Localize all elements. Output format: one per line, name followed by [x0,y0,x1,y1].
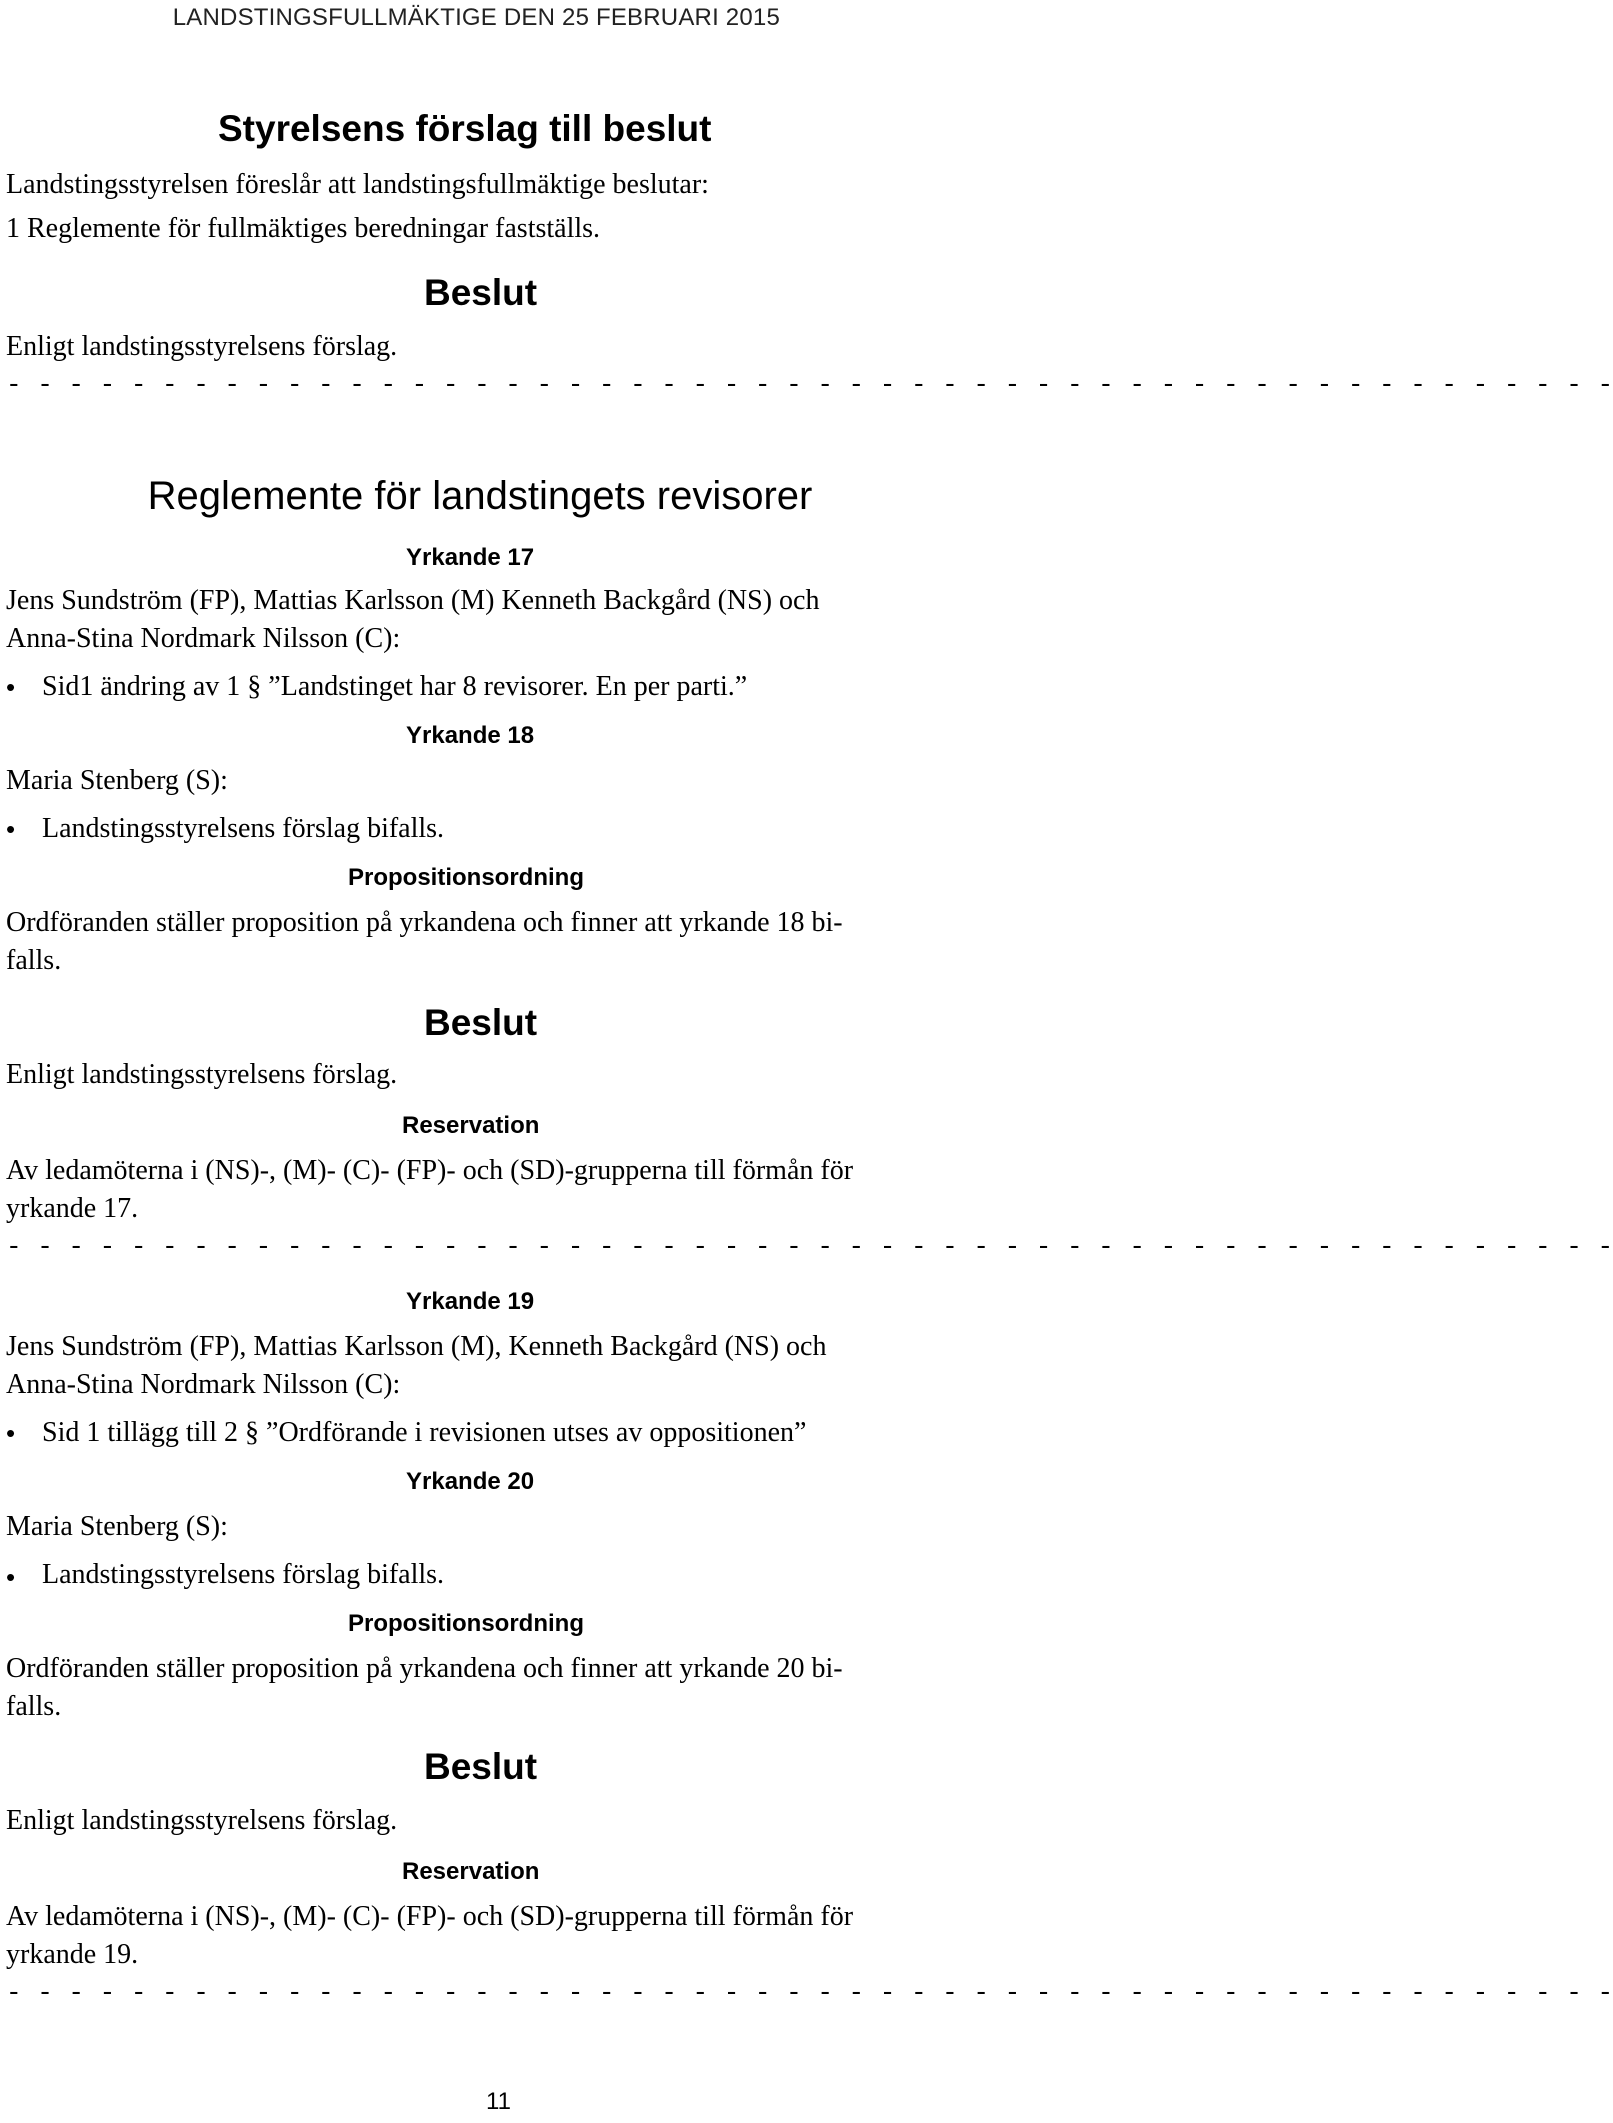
separator-line: - - - - - - - - - - - - - - - - - - - - - - - - - - - - - - - - - - - - - - - - - - - - - - - - - - - - [6,1232,1613,1262]
motion-17-proposers-cont: Anna-Stina Nordmark Nilsson (C): [6,623,401,654]
bullet-icon: • [6,814,16,844]
proposal-item-1: 1 Reglemente för fullmäktiges beredningar fastställs. [6,213,601,244]
decision-text: Enligt landstingsstyrelsens förslag. [6,331,398,362]
motion-20-text: Landstingsstyrelsens förslag bifalls. [42,1559,445,1590]
motion-19-heading: Yrkande 19 [406,1288,535,1315]
decision-heading: Beslut [424,272,538,313]
bullet-icon: • [6,1418,16,1448]
motion-19-proposers: Jens Sundström (FP), Mattias Karlsson (M), Kenneth Backgård (NS) och [6,1331,827,1362]
proposal-title: Styrelsens förslag till beslut [218,108,712,149]
motion-17-proposers: Jens Sundström (FP), Mattias Karlsson (M) Kenneth Backgård (NS) och [6,585,820,616]
running-header: LANDSTINGSFULLMÄKTIGE DEN 25 FEBRUARI 2015 [172,4,780,31]
decision-heading: Beslut [424,1746,538,1787]
page-number: 11 [486,2088,511,2115]
proposal-intro: Landstingsstyrelsen föreslår att landstingsfullmäktige beslutar: [6,169,709,200]
motion-17-heading: Yrkande 17 [406,544,535,571]
reservation-text-cont: yrkande 19. [6,1939,139,1970]
proposition-text-cont: falls. [6,945,62,976]
decision-text: Enligt landstingsstyrelsens förslag. [6,1805,398,1836]
motion-18-text: Landstingsstyrelsens förslag bifalls. [42,813,445,844]
motion-20-proposer: Maria Stenberg (S): [6,1511,228,1542]
reservation-text-cont: yrkande 17. [6,1193,139,1224]
section-title: Reglemente för landstingets revisorer [147,474,813,518]
proposition-text: Ordföranden ställer proposition på yrkandena och finner att yrkande 20 bi- [6,1653,843,1684]
motion-17-text: Sid1 ändring av 1 § ”Landstinget har 8 revisorer. En per parti.” [42,671,748,702]
motion-20-heading: Yrkande 20 [406,1468,535,1495]
separator-line: - - - - - - - - - - - - - - - - - - - - - - - - - - - - - - - - - - - - - - - - - - - - - - - - - - - - [6,1978,1613,2008]
separator-line: - - - - - - - - - - - - - - - - - - - - - - - - - - - - - - - - - - - - - - - - - - - - - - - - - - - - [6,370,1613,400]
proposition-text: Ordföranden ställer proposition på yrkandena och finner att yrkande 18 bi- [6,907,843,938]
proposition-heading: Propositionsordning [348,864,584,891]
decision-text: Enligt landstingsstyrelsens förslag. [6,1059,398,1090]
proposition-heading: Propositionsordning [348,1610,584,1637]
reservation-text: Av ledamöterna i (NS)-, (M)- (C)- (FP)- och (SD)-grupperna till förmån för [6,1901,854,1932]
motion-18-heading: Yrkande 18 [406,722,535,749]
motion-19-proposers-cont: Anna-Stina Nordmark Nilsson (C): [6,1369,401,1400]
motion-19-text: Sid 1 tillägg till 2 § ”Ordförande i revisionen utses av oppositionen” [42,1417,807,1448]
bullet-icon: • [6,1562,16,1592]
decision-heading: Beslut [424,1002,538,1043]
proposition-text-cont: falls. [6,1691,62,1722]
motion-18-proposer: Maria Stenberg (S): [6,765,228,796]
reservation-heading: Reservation [402,1858,540,1885]
reservation-heading: Reservation [402,1112,540,1139]
bullet-icon: • [6,672,16,702]
reservation-text: Av ledamöterna i (NS)-, (M)- (C)- (FP)- och (SD)-grupperna till förmån för [6,1155,854,1186]
